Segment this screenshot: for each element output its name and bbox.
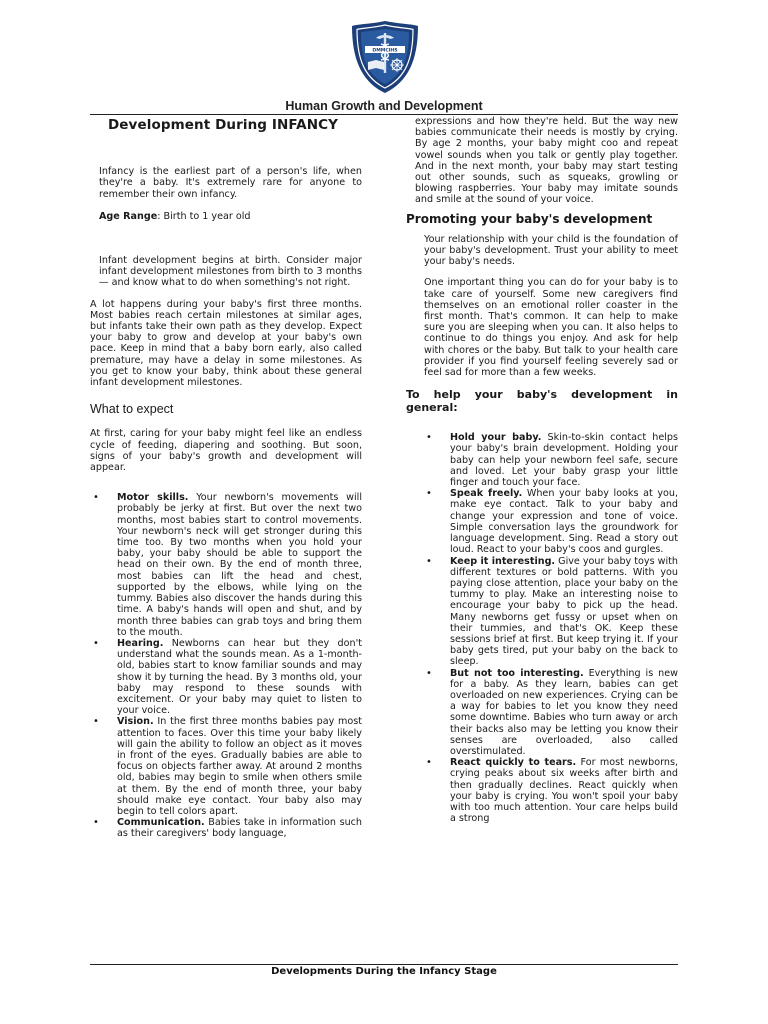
item-text: Newborns can hear but they don't understand what the sounds mean. As a 1-month-old, babies start to know familiar sounds and may show it by turning the head. By 3 months old, your baby may respond to these sounds with excitement. Or your baby may quiet to listen to your voice. bbox=[117, 637, 362, 717]
item-label: Hold your baby. bbox=[450, 432, 542, 444]
header-title: Human Growth and Development bbox=[285, 99, 483, 113]
item-label: Hearing. bbox=[117, 637, 164, 649]
self-care-paragraph: One important thing you can do for your baby is to take care of yourself. Some new caregivers find themselves on an emotional roller coaster in the first month. That's common. It can help to make sure you are sleeping when you can. It also helps to continue to do things you enjoy. And ask for help with chores or the baby. But talk to your health care provider if you find yourself feeling severely sad or feel sad for more than a few weeks. bbox=[424, 277, 678, 379]
tips-list bbox=[406, 432, 678, 824]
communication-continued: expressions and how they're held. But the way new babies communicate their needs is mostly by crying. By age 2 months, your baby might coo and repeat vowel sounds when you talk or gently play together. And in the next month, your baby may start testing out other sounds, such as squeaks, growling or blowing raspberries. Your baby may imitate sounds and smile at the sound of your voice. bbox=[415, 116, 678, 206]
item-label: React quickly to tears. bbox=[450, 757, 577, 769]
list-item-speak-freely bbox=[450, 488, 678, 555]
development-begins-paragraph: Infant development begins at birth. Consider major infant development milestones from birth to 3 months — and know what to do when something's not right. bbox=[99, 255, 362, 289]
right-column bbox=[406, 116, 678, 824]
what-to-expect-heading: What to expect bbox=[90, 402, 174, 417]
svg-text:DMMCIHS: DMMCIHS bbox=[372, 48, 398, 54]
promoting-heading: Promoting your baby's development bbox=[406, 211, 653, 226]
header-rule bbox=[90, 114, 678, 115]
item-label: Speak freely. bbox=[450, 488, 523, 500]
list-item-keep-interesting bbox=[450, 556, 678, 668]
age-range-value: : Birth to 1 year old bbox=[157, 210, 251, 222]
item-text: Everything is new for a baby. As they learn, babies can get overloaded on new experiences. Crying can be a way for babies to let you know they need some downtime. Babies who turn away or arch their backs also may be letting you know their senses are overloaded, also called overstimulated. bbox=[450, 667, 678, 757]
item-label: Vision. bbox=[117, 716, 154, 728]
item-text: In the first three months babies pay most attention to faces. Over this time your baby likely will gain the ability to follow an object as it moves in front of the eyes. Gradually babies are able to focus on objects farther away. At around 2 months old, babies may begin to smile when others smile at them. By the end of month three, your baby should make eye contact. Your baby also may begin to tell colors apart. bbox=[117, 716, 362, 817]
list-item-communication bbox=[117, 817, 362, 839]
item-label: But not too interesting. bbox=[450, 667, 584, 679]
item-text: Your newborn's movements will probably be jerky at first. But over the next two months, most babies start to control movements. Your newborn's neck will get stronger during this time too. By two months when you hold your baby, your baby should be able to support the head on their own. By the end of month three, most babies can lift the head and chest, supported by the elbows, while lying on the tummy. Babies also discover the hands during this time. A baby's hands will open and shut, and by month three babies can grab toys and bring them to the mouth. bbox=[117, 492, 362, 638]
item-label: Communication. bbox=[117, 817, 205, 829]
item-label: Motor skills. bbox=[117, 492, 189, 504]
milestones-list bbox=[90, 492, 362, 839]
document-title: Development During INFANCY bbox=[108, 117, 338, 133]
list-item-hearing bbox=[117, 638, 362, 716]
help-heading: To help your baby's development in general: bbox=[406, 388, 678, 415]
list-item-not-too-interesting bbox=[450, 668, 678, 758]
list-item-motor-skills bbox=[117, 492, 362, 638]
item-text: Skin-to-skin contact helps your baby's brain development. Holding your baby can help your newborn feel safe, secure and loved. Let your baby grasp your little finger and touch your face. bbox=[450, 432, 678, 489]
intro-paragraph: Infancy is the earliest part of a person's life, when they're a baby. It's extremely rare for anyone to remember their own infancy. bbox=[99, 166, 362, 200]
item-text: When your baby looks at you, make eye contact. Talk to your baby and change your expression and tone of voice. Simple conversation lays the groundwork for language development. Sing. Read a story out loud. React to your baby's coos and gurgles. bbox=[450, 488, 679, 556]
item-text: Give your baby toys with different textures or bold patterns. With you paying close attention, place your baby on the tummy to play. Make an interesting noise to encourage your baby to pick up the head. Many newborns get fussy or upset when on their tummies, and that's OK. Keep these sessions brief at first. But keep trying it. If your baby gets tired, put your baby on the back to sleep. bbox=[450, 555, 679, 668]
institution-logo bbox=[350, 20, 420, 94]
list-item-react-to-tears bbox=[450, 757, 678, 824]
item-text: For most newborns, crying peaks about six weeks after birth and then gradually declines. React quickly when your baby is crying. You won't spoil your baby with too much attention. Your care helps build a strong bbox=[450, 757, 678, 825]
age-range bbox=[99, 211, 362, 222]
footer-title: Developments During the Infancy Stage bbox=[271, 966, 497, 977]
what-to-expect-paragraph: At first, caring for your baby might feel like an endless cycle of feeding, diapering and soothing. But soon, signs of your baby's growth and development will appear. bbox=[90, 428, 362, 474]
footer-rule bbox=[90, 964, 678, 965]
left-column bbox=[90, 116, 362, 840]
item-label: Keep it interesting. bbox=[450, 555, 556, 567]
age-range-label: Age Range bbox=[99, 210, 158, 222]
list-item-hold-baby bbox=[450, 432, 678, 488]
item-text: Babies take in information such as their caregivers' body language, bbox=[117, 817, 362, 840]
first-months-paragraph: A lot happens during your baby's first three months. Most babies reach certain milestones at similar ages, but infants take their own path as they develop. Expect your baby to grow and develop at your baby's own pace. Keep in mind that a baby born early, also called premature, may have a delay in some milestones. As you get to know your baby, think about these general infant development milestones. bbox=[90, 298, 362, 389]
relationship-paragraph: Your relationship with your child is the foundation of your baby's development. Trust your ability to meet your baby's needs. bbox=[424, 233, 678, 268]
list-item-vision bbox=[117, 716, 362, 817]
